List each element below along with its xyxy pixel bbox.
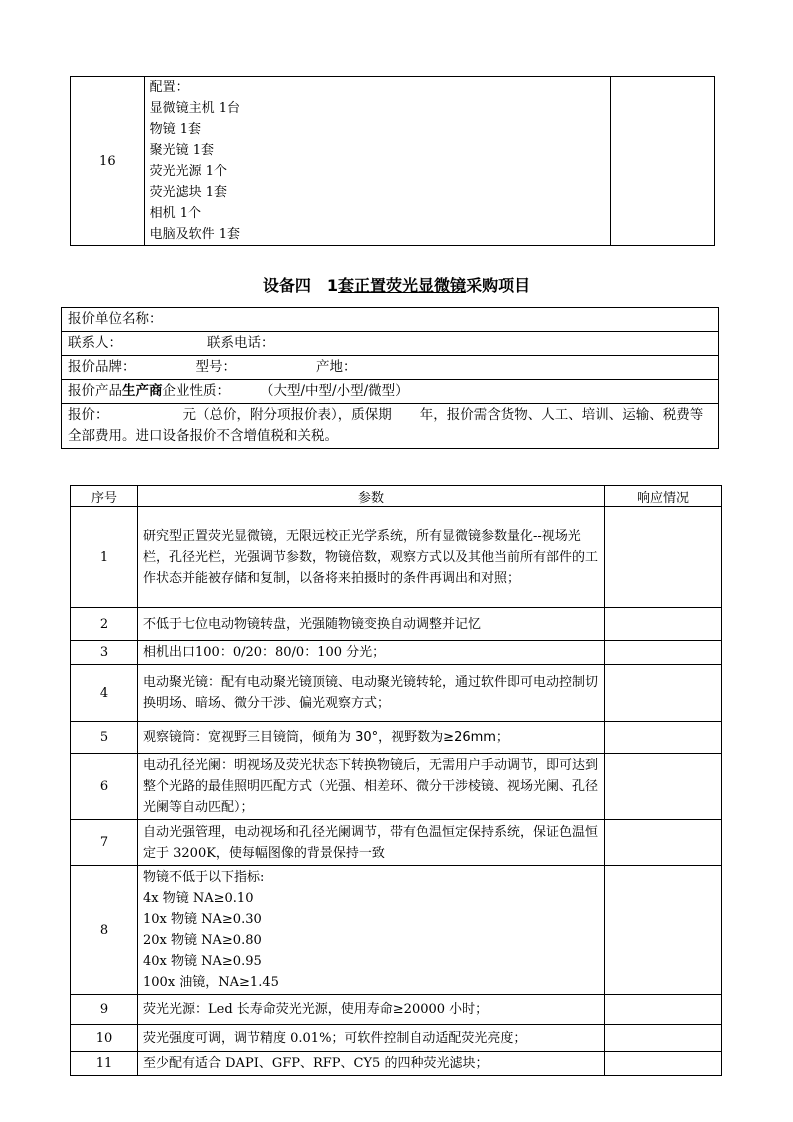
table-row (71, 507, 722, 608)
heading-underlined: 套正置荧光显微镜 (338, 276, 467, 295)
vendor-info-table (61, 307, 719, 449)
table-row (71, 995, 722, 1025)
price-label: 报价： (68, 407, 109, 423)
nature-prefix: 报价产品 (68, 383, 122, 399)
row-number: 11 (71, 1052, 138, 1076)
table-row (71, 1025, 722, 1052)
response-cell (605, 641, 722, 665)
param-cell: 不低于七位电动物镜转盘，光强随物镜变换自动调整并记忆 (138, 608, 605, 641)
unit-name-cell (62, 308, 719, 332)
response-cell (605, 608, 722, 641)
param-line: 10x 物镜 NA≥0.30 (143, 912, 262, 927)
table-row (71, 665, 722, 722)
row-number: 10 (71, 1025, 138, 1052)
config-line: 配置： (149, 80, 189, 95)
param-cell: 自动光强管理，电动视场和孔径光阑调节，带有色温恒定保持系统，保证色温恒定于 3200K，使每幅图像的背景保持一致 (138, 820, 605, 866)
table-row (71, 1052, 722, 1076)
param-line: 物镜不低于以下指标: (143, 870, 265, 885)
nature-bold: 生产商 (122, 383, 163, 399)
config-line: 聚光镜 1套 (149, 143, 215, 158)
response-cell (605, 820, 722, 866)
response-cell (605, 995, 722, 1025)
response-cell (605, 722, 722, 754)
param-line: 100x 油镜，NA≥1.45 (143, 975, 279, 990)
nature-suffix: 企业性质： (162, 383, 230, 399)
row-number: 9 (71, 995, 138, 1025)
table-row (71, 77, 715, 246)
contact-cell (62, 332, 719, 356)
config-line: 荧光光源 1个 (149, 164, 228, 179)
phone-label: 联系电话： (207, 335, 275, 351)
heading-prefix: 设备四 1 (262, 276, 339, 295)
param-cell: 电动聚光镜：配有电动聚光镜顶镜、电动聚光镜转轮，通过软件即可电动控制切换明场、暗场、微分干涉、偏光观察方式； (138, 665, 605, 722)
response-cell (605, 754, 722, 820)
param-cell: 荧光强度可调，调节精度 0.01%；可软件控制自动适配荧光亮度； (138, 1025, 605, 1052)
response-cell (611, 77, 715, 246)
config-line: 电脑及软件 1套 (149, 227, 241, 242)
table-row (62, 308, 719, 332)
header-param: 参数 (138, 486, 605, 507)
row-number: 5 (71, 722, 138, 754)
brand-cell (62, 356, 719, 380)
response-cell (605, 665, 722, 722)
config-line: 显微镜主机 1台 (149, 101, 241, 116)
row-number: 2 (71, 608, 138, 641)
param-cell: 电动孔径光阑：明视场及荧光状态下转换物镜后，无需用户手动调节，即可达到整个光路的最佳照明匹配方式（光强、相差环、微分干涉棱镜、视场光阑、孔径光阑等自动匹配）； (138, 754, 605, 820)
price-text-1: 元（总价，附分项报价表），质保期 (182, 407, 392, 423)
table-row (71, 641, 722, 665)
param-cell: 研究型正置荧光显微镜，无限远校正光学系统，所有显微镜参数量化--视场光栏，孔径光栏，光强调节参数，物镜倍数，观察方式以及其他当前所有部件的工作状态并能被存储和复制，以备将来拍摄时的条件再调出和对照； (138, 507, 605, 608)
header-response: 响应情况 (605, 486, 722, 507)
param-cell: 观察镜筒：宽视野三目镜筒，倾角为 30°，视野数为≥26mm； (138, 722, 605, 754)
table-row (71, 754, 722, 820)
model-label: 型号： (195, 359, 236, 375)
param-cell: 相机出口100：0/20：80/0：100 分光； (138, 641, 605, 665)
param-cell: 至少配有适合 DAPI、GFP、RFP、CY5 的四种荧光滤块； (138, 1052, 605, 1076)
header-num: 序号 (71, 486, 138, 507)
table-row (71, 866, 722, 995)
param-line: 40x 物镜 NA≥0.95 (143, 954, 262, 969)
table-row (71, 722, 722, 754)
param-line: 20x 物镜 NA≥0.80 (143, 933, 262, 948)
response-cell (605, 507, 722, 608)
row-number: 6 (71, 754, 138, 820)
heading-suffix: 采购项目 (466, 276, 531, 295)
unit-name-label: 报价单位名称： (68, 311, 163, 327)
row-number: 7 (71, 820, 138, 866)
table-row (62, 380, 719, 404)
response-cell (605, 866, 722, 995)
table-row (71, 820, 722, 866)
param-cell (138, 866, 605, 995)
response-cell (605, 1025, 722, 1052)
row-number: 4 (71, 665, 138, 722)
table-row (62, 332, 719, 356)
config-line: 物镜 1套 (149, 122, 202, 137)
brand-label: 报价品牌： (68, 359, 136, 375)
price-cell (62, 404, 719, 449)
section-heading (0, 273, 793, 296)
contact-label: 联系人： (68, 335, 122, 351)
row-number: 16 (71, 77, 145, 246)
table-row (62, 356, 719, 380)
table-row (71, 608, 722, 641)
row-number: 3 (71, 641, 138, 665)
config-list (144, 77, 611, 246)
response-cell (605, 1052, 722, 1076)
nature-options: （大型/中型/小型/微型） (260, 383, 409, 399)
origin-label: 产地： (316, 359, 357, 375)
table-row (62, 404, 719, 449)
config-line: 相机 1个 (149, 206, 202, 221)
nature-cell (62, 380, 719, 404)
config-table (70, 76, 715, 246)
row-number: 8 (71, 866, 138, 995)
config-line: 荧光滤块 1套 (149, 185, 228, 200)
param-line: 4x 物镜 NA≥0.10 (143, 891, 254, 906)
param-cell: 荧光光源：Led 长寿命荧光光源，使用寿命≥20000 小时； (138, 995, 605, 1025)
spec-table (70, 485, 722, 1076)
table-header-row (71, 486, 722, 507)
row-number: 1 (71, 507, 138, 608)
price-text-2: 年，报价需含货物、人工、培训、运输、税费等全部费用。进口设备报价不含增值税和关税。 (68, 407, 704, 444)
